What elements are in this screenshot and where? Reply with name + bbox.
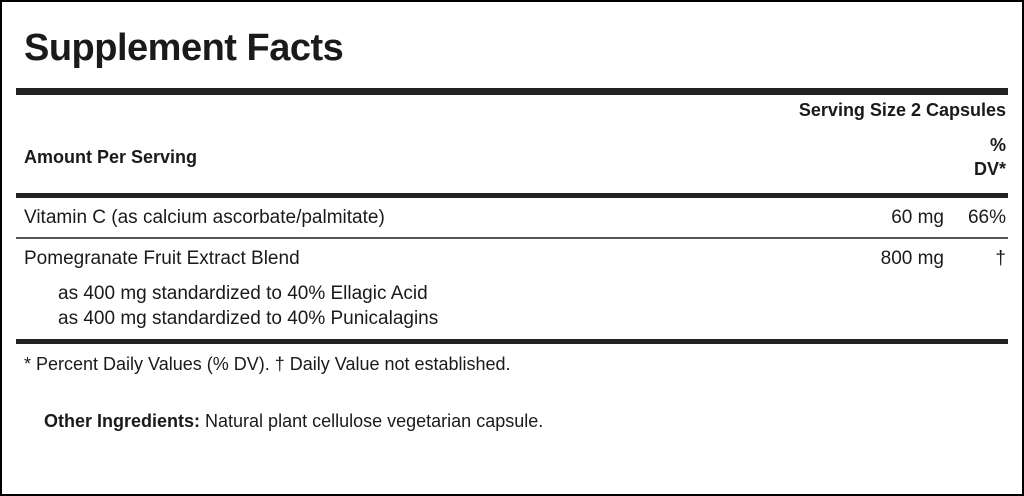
table-row xyxy=(16,239,1008,278)
other-ingredients-label: Other Ingredients: xyxy=(44,411,201,432)
daily-value-header-dv: DV* xyxy=(973,159,1006,180)
daily-value-header-percent: % xyxy=(989,134,1006,155)
amount-per-serving-row xyxy=(16,123,1008,194)
blend-subline: as 400 mg standardized to 40% Punicalagins xyxy=(58,307,439,329)
nutrient-daily-value: † xyxy=(995,248,1006,270)
nutrient-daily-value: 66% xyxy=(967,207,1006,229)
other-ingredients-text: Natural plant cellulose vegetarian capsule. xyxy=(205,411,544,432)
other-ingredients xyxy=(16,375,1008,432)
serving-size-text: Serving Size 2 Capsules xyxy=(798,99,1006,120)
amount-per-serving-label: Amount Per Serving xyxy=(24,146,198,167)
nutrient-amount: 60 mg xyxy=(891,207,944,229)
table-row xyxy=(16,198,1008,237)
serving-size-row xyxy=(16,95,1008,123)
nutrient-amount: 800 mg xyxy=(880,248,944,270)
daily-value-header xyxy=(974,133,1006,182)
page-title: Supplement Facts xyxy=(24,27,344,69)
nutrient-name: Vitamin C (as calcium ascorbate/palmitate) xyxy=(24,207,385,229)
blend-sublines xyxy=(16,278,1008,339)
nutrient-name: Pomegranate Fruit Extract Blend xyxy=(24,248,300,270)
divider-thick-top xyxy=(16,88,1008,95)
blend-subline: as 400 mg standardized to 40% Ellagic Acid xyxy=(58,283,428,305)
footnote-text: * Percent Daily Values (% DV). † Daily Value not established. xyxy=(24,354,511,375)
